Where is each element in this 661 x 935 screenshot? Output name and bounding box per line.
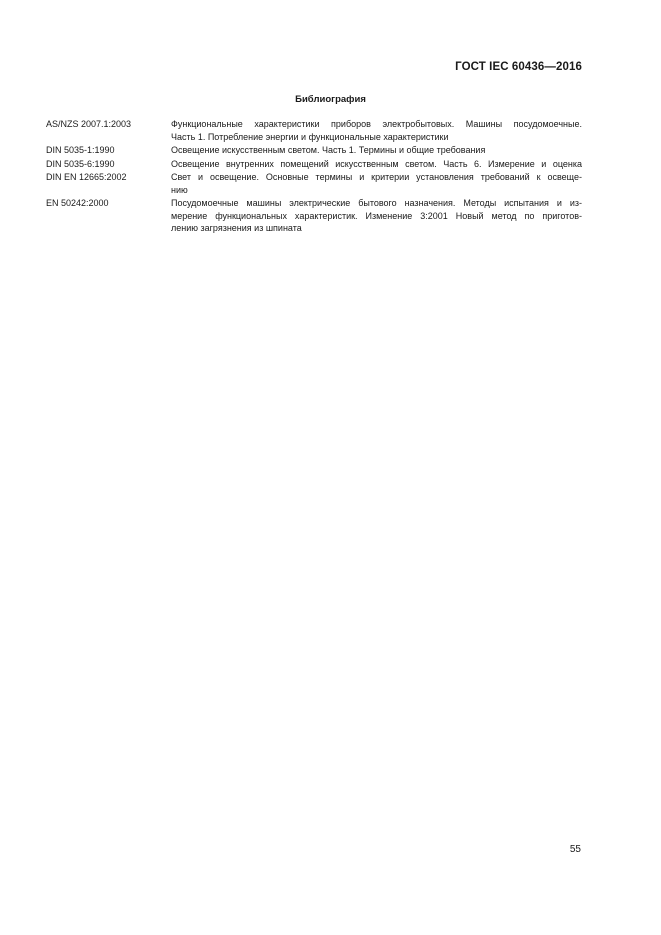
page-number: 55 xyxy=(569,844,581,855)
entry-title-line: Функциональные характеристики приборов электробытовых. Машины посудомоечные. xyxy=(171,119,582,129)
entry-title-line: мерение функциональных характеристик. Изменение 3:2001 Новый метод по приготов- xyxy=(171,210,582,221)
entry-code: DIN 5035-6:1990 xyxy=(46,158,115,169)
entry-title-line: лению загрязнения из шпината xyxy=(171,223,302,233)
entry-code: EN 50242:2000 xyxy=(46,198,109,208)
bibliography-entry xyxy=(46,144,582,157)
entry-code: DIN EN 12665:2002 xyxy=(46,172,127,182)
entry-title xyxy=(171,144,582,157)
entry-title-line: Освещение внутренних помещений искусственным светом. Часть 6. Измерение и оценка xyxy=(171,158,582,169)
entry-title-line: Свет и освещение. Основные термины и критерии установления требований к освеще- xyxy=(171,172,582,182)
bibliography-entry xyxy=(46,158,582,171)
entry-title xyxy=(171,197,582,235)
entry-title-line: нию xyxy=(171,184,188,195)
entry-title xyxy=(171,118,582,143)
section-title: Библиография xyxy=(295,94,366,105)
document-code: ГОСТ IEC 60436—2016 xyxy=(455,61,582,73)
entry-title-line: Часть 1. Потребление энергии и функциональные характеристики xyxy=(171,131,449,142)
bibliography-list xyxy=(46,118,582,236)
entry-title xyxy=(171,158,582,171)
bibliography-entry xyxy=(46,197,582,235)
entry-title-line: Посудомоечные машины электрические бытового назначения. Методы испытания и из- xyxy=(171,198,582,208)
bibliography-entry xyxy=(46,118,582,143)
entry-title-line: Освещение искусственным светом. Часть 1. Термины и общие требования xyxy=(171,145,486,155)
entry-code: DIN 5035-1:1990 xyxy=(46,145,115,155)
entry-title xyxy=(171,171,582,196)
entry-code: AS/NZS 2007.1:2003 xyxy=(46,119,132,129)
bibliography-entry xyxy=(46,171,582,196)
